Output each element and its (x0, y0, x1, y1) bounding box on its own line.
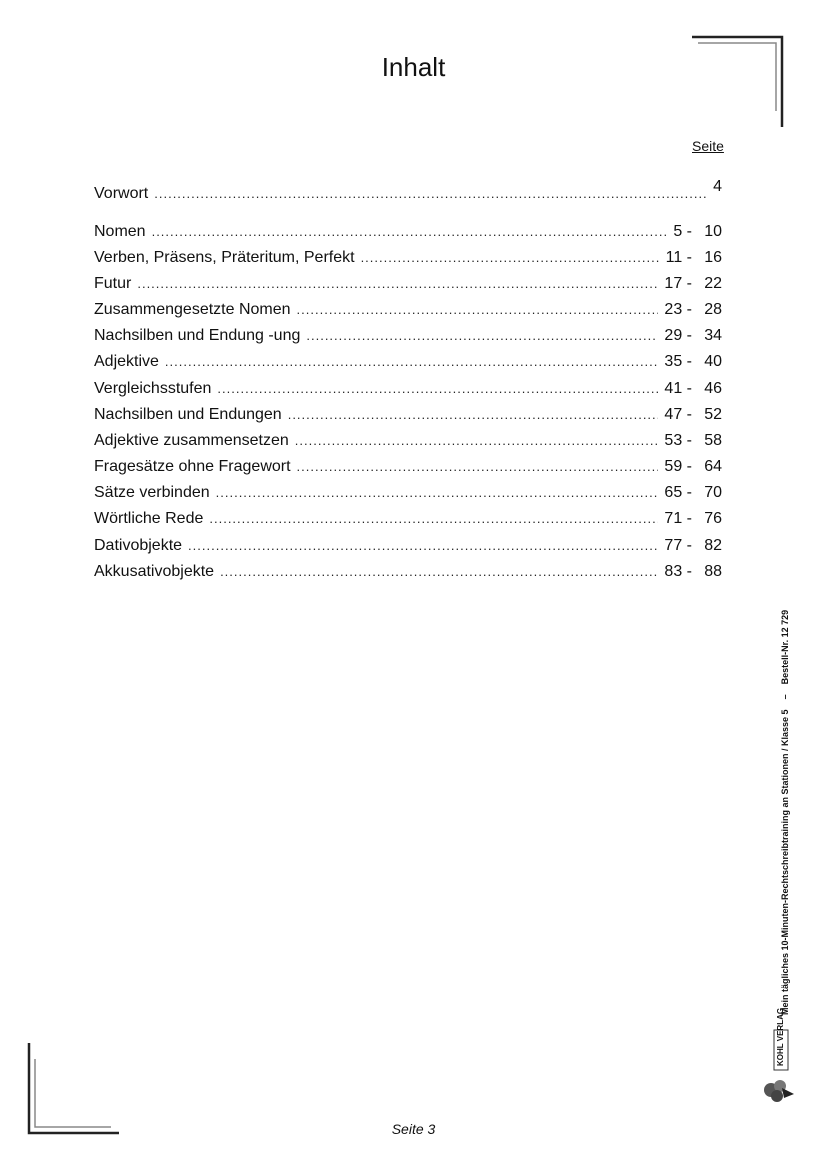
toc-page-range (664, 456, 722, 478)
page-column-header: Seite (692, 138, 724, 154)
toc-entry (94, 508, 722, 530)
toc-page-range (666, 247, 722, 269)
toc-entry (94, 482, 722, 504)
toc-page-from: 17 - (664, 275, 692, 292)
toc-page-to: 22 (704, 275, 722, 292)
toc-page-to: 28 (704, 301, 722, 318)
toc-entry (94, 404, 722, 426)
toc-entry-title: Sätze verbinden (94, 484, 210, 501)
page-number: Seite 3 (391, 1121, 436, 1137)
toc-page-from: 29 - (664, 327, 692, 344)
toc-entry (94, 176, 722, 202)
publisher-name: KOHL VERLAG (776, 1007, 785, 1066)
toc-entry-title: Akkusativobjekte (94, 563, 215, 580)
order-number: Bestell-Nr. 12 729 (780, 609, 790, 685)
toc-page-from: 47 - (664, 406, 692, 423)
dot-leader (209, 508, 658, 530)
dot-leader (188, 535, 658, 557)
toc-page-range (664, 273, 722, 295)
toc-entry-title: Adjektive zusammensetzen (94, 432, 289, 449)
toc-page-to: 88 (704, 563, 722, 580)
toc-page-to: 34 (704, 327, 722, 344)
toc-page-to: 46 (704, 380, 722, 397)
toc-page-from: 23 - (664, 301, 692, 318)
toc-page-range (664, 299, 722, 321)
toc-page-from: 11 - (665, 249, 692, 266)
toc-entry (94, 430, 722, 452)
toc-page-from: 5 - (673, 223, 692, 240)
toc-page-from: 65 - (664, 484, 692, 501)
toc-page-range (664, 404, 722, 426)
toc-page-to: 58 (704, 432, 722, 449)
toc-entry-title: Nachsilben und Endungen (94, 406, 282, 423)
toc-page-from: 53 - (664, 432, 692, 449)
separator: – (780, 694, 790, 700)
toc-entry-title: Futur (94, 275, 132, 292)
toc-entry (94, 221, 722, 243)
toc-page-to: 70 (704, 484, 722, 501)
toc-page-range (664, 508, 722, 530)
dot-leader (297, 456, 659, 478)
dot-leader (220, 561, 658, 583)
toc-entry (94, 535, 722, 557)
sidebar-series-info (780, 610, 790, 1015)
toc-page-from: 77 - (664, 537, 692, 554)
toc-page-from: 71 - (664, 510, 692, 527)
toc-page-to: 82 (704, 537, 722, 554)
toc-page-range (664, 430, 722, 452)
toc-entry (94, 325, 722, 347)
corner-ornament-bottom-left (27, 1043, 119, 1135)
toc-entry-title: Wörtliche Rede (94, 510, 204, 527)
toc-entry (94, 351, 722, 373)
page-title: Inhalt (381, 52, 446, 82)
toc-page-range (664, 378, 722, 400)
toc-page-range (713, 176, 722, 198)
dot-leader (137, 273, 658, 295)
toc-page-to: 64 (704, 458, 722, 475)
toc-entry (94, 247, 722, 269)
toc-entry-title: Fragesätze ohne Fragewort (94, 458, 291, 475)
toc-page-range (673, 221, 722, 243)
toc-entry-title: Adjektive (94, 353, 159, 370)
series-title: Mein tägliches 10-Minuten-Rechtschreibtraining an Stationen / Klasse 5 (780, 709, 790, 1015)
toc-entry-title: Dativobjekte (94, 537, 183, 554)
toc-entry-title: Vergleichsstufen (94, 380, 212, 397)
toc-entry (94, 561, 722, 583)
toc-page-range (664, 561, 722, 583)
toc-page-from: 59 - (664, 458, 692, 475)
toc-page-range (664, 325, 722, 347)
toc-entry-title: Verben, Präsens, Präteritum, Perfekt (94, 249, 355, 266)
dot-leader (306, 325, 658, 347)
toc-page-to: 52 (704, 406, 722, 423)
dot-leader (154, 183, 707, 205)
dot-leader (295, 430, 659, 452)
toc-page-range (664, 351, 722, 373)
dot-leader (152, 221, 668, 243)
toc-entry (94, 378, 722, 400)
toc-page-from: 41 - (664, 380, 692, 397)
toc-entry-title: Nomen (94, 223, 146, 240)
toc-entry (94, 456, 722, 478)
toc-entry-title: Zusammengesetzte Nomen (94, 301, 291, 318)
toc-page-from: 35 - (664, 353, 692, 370)
toc-page-to: 10 (704, 223, 722, 240)
dot-leader (297, 299, 659, 321)
toc-entry (94, 299, 722, 321)
toc-page-to: 40 (704, 353, 722, 370)
toc-entry-title: Vorwort (94, 185, 149, 202)
toc-entry (94, 273, 722, 295)
toc-page-to: 16 (704, 249, 722, 266)
dot-leader (217, 378, 658, 400)
toc-page-to: 4 (713, 178, 722, 195)
dot-leader (288, 404, 659, 426)
toc-page-range (664, 482, 722, 504)
toc-page-from: 83 - (664, 563, 692, 580)
dot-leader (361, 247, 660, 269)
toc-page-to: 76 (704, 510, 722, 527)
toc-page-range (664, 535, 722, 557)
dot-leader (216, 482, 659, 504)
toc-entry-title: Nachsilben und Endung -ung (94, 327, 301, 344)
dot-leader (165, 351, 659, 373)
